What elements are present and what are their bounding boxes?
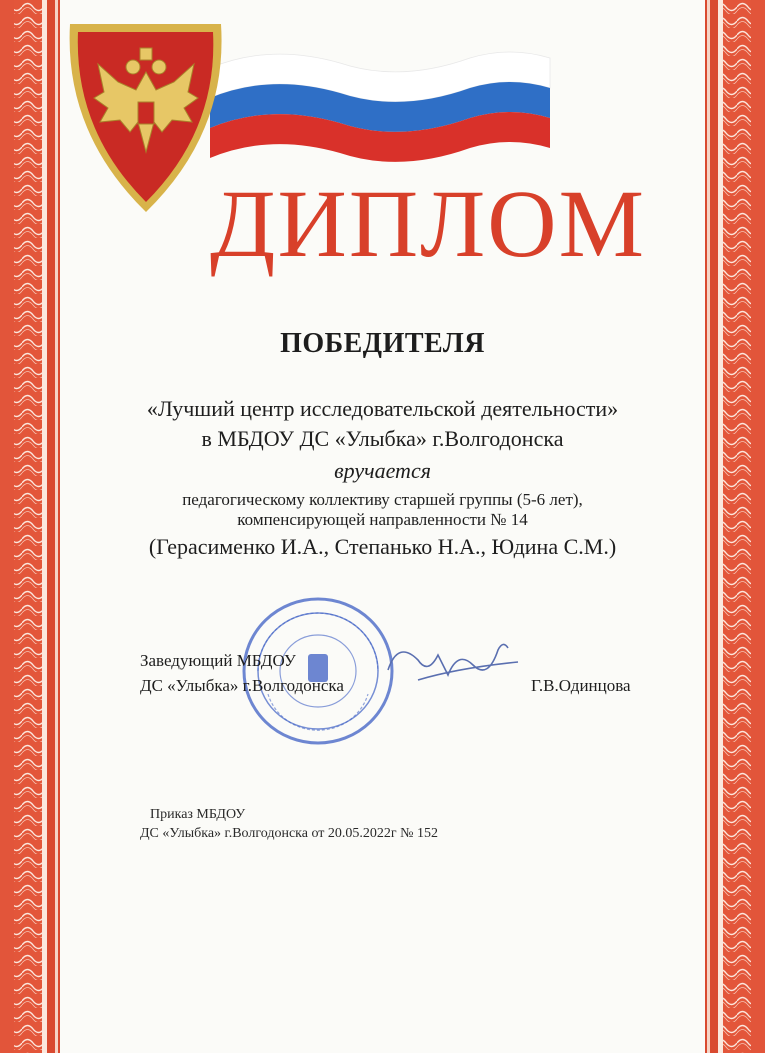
signatory-name: Г.В.Одинцова — [531, 676, 631, 695]
award-institution: в МБДОУ ДС «Улыбка» г.Волгодонска — [201, 426, 564, 451]
handwritten-signature — [378, 630, 528, 700]
institution-stamp — [238, 594, 398, 749]
award-verb: вручается — [334, 458, 431, 483]
award-recipient-line2: компенсирующей направленности № 14 — [237, 510, 528, 529]
signatory-position-line2: ДС «Улыбка» г.Волгодонска — [140, 676, 344, 695]
russian-flag-ribbon — [200, 28, 560, 178]
diploma-subtitle: ПОБЕДИТЕЛЯ — [280, 328, 485, 359]
award-recipient-line1: педагогическому коллективу старшей группы (5-6 лет), — [182, 490, 583, 509]
diploma-title: ДИПЛОМ — [210, 170, 646, 277]
signatory-position-line1: Заведующий МБДОУ — [140, 651, 296, 670]
order-line2: ДС «Улыбка» г.Волгодонска от 20.05.2022г № 152 — [140, 826, 438, 841]
award-recipient-names: (Герасименко И.А., Степанько Н.А., Юдина С.М.) — [148, 534, 617, 559]
order-line1: Приказ МБДОУ — [150, 807, 246, 822]
award-nomination: «Лучший центр исследовательской деятельности» — [146, 396, 619, 421]
coat-of-arms-emblem — [58, 12, 233, 222]
